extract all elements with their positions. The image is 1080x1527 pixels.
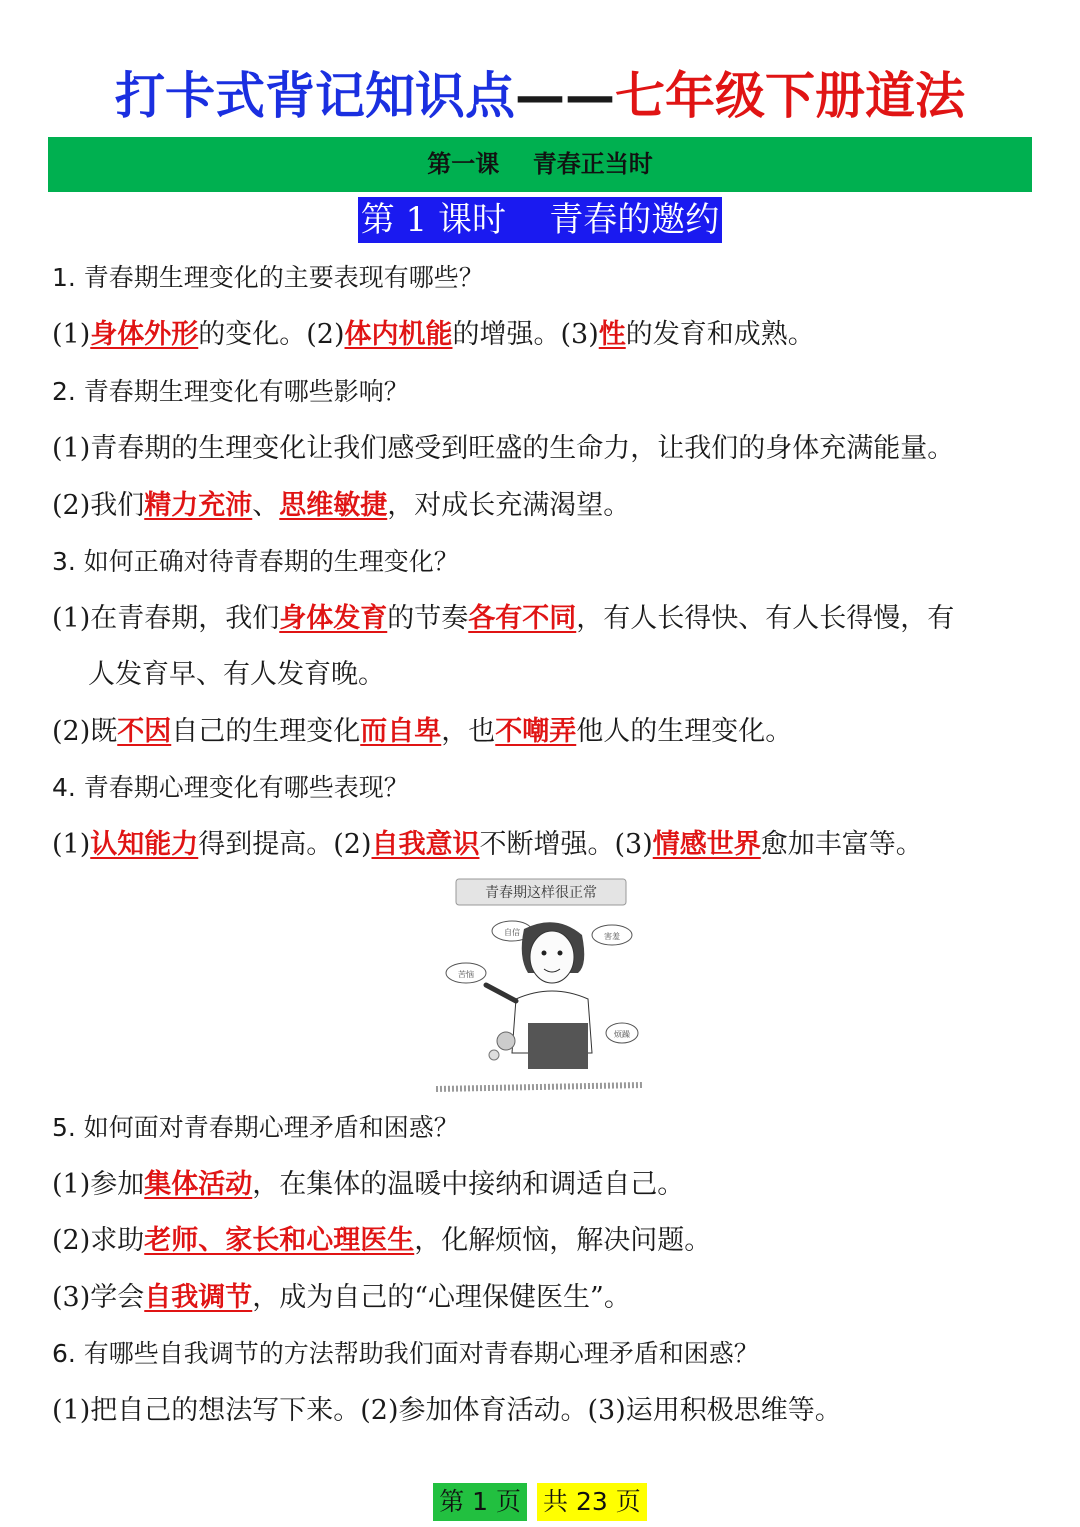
answer-text: 不断增强。(3) [479, 829, 653, 860]
answer-text: ，成为自己的“心理保健医生”。 [252, 1282, 631, 1313]
keyword: 集体活动 [144, 1169, 253, 1200]
answer-text: ，也 [441, 716, 496, 747]
answer-text: (2)既 [52, 716, 118, 747]
illustration-caption: 青春期这样很正常 [485, 885, 597, 901]
keyword: 体内机能 [344, 319, 453, 350]
answer-5-2 [52, 1219, 711, 1263]
answer-1 [52, 313, 815, 357]
decor-circle [489, 1050, 499, 1060]
bubble-label: 自信 [504, 928, 520, 937]
question-5: 5. 如何面对青春期心理矛盾和困惑？ [52, 1113, 459, 1142]
answer-3-2 [52, 710, 792, 754]
decor-circle [497, 1032, 515, 1050]
lesson-banner: 第一课 青春正当时 [48, 137, 1032, 192]
answer-text: 自己的生理变化 [171, 716, 361, 747]
keyword: 认知能力 [90, 829, 199, 860]
bubble-label: 苦恼 [458, 970, 474, 979]
keyword: 而自卑 [360, 716, 442, 747]
answer-text: ，化解烦恼，解决问题。 [414, 1225, 712, 1256]
answer-text: (1)在青春期，我们 [52, 603, 280, 634]
answer-5-3 [52, 1276, 631, 1320]
question-2: 2. 青春期生理变化有哪些影响？ [52, 377, 409, 406]
title-part2: 七年级下册道法 [615, 67, 965, 125]
page-total: 共 23 页 [537, 1483, 647, 1521]
keyword: 情感世界 [652, 829, 761, 860]
answer-text: (2)我们 [52, 490, 145, 521]
question-4: 4. 青春期心理变化有哪些表现？ [52, 773, 409, 802]
answer-2-2 [52, 484, 630, 528]
answer-4 [52, 823, 923, 867]
keyword: 不嘲弄 [495, 716, 577, 747]
answer-text: 的增强。(3) [452, 319, 599, 350]
answer-3-1-cont: 人发育早、有人发育晚。 [88, 659, 385, 690]
answer-text: (2)求助 [52, 1225, 145, 1256]
answer-text: 愈加丰富等。 [760, 829, 923, 860]
answer-text: (1)参加 [52, 1169, 145, 1200]
eye [542, 951, 547, 956]
title-dash: —— [515, 67, 615, 125]
answer-text: (3)学会 [52, 1282, 145, 1313]
keyword: 身体外形 [90, 319, 199, 350]
answer-text: (1) [52, 829, 91, 860]
eye [558, 951, 563, 956]
question-6: 6. 有哪些自我调节的方法帮助我们面对青春期心理矛盾和困惑？ [52, 1339, 759, 1368]
answer-text: 他人的生理变化。 [576, 716, 793, 747]
keyword: 自我意识 [371, 829, 480, 860]
keyword: 老师、家长和心理医生 [144, 1225, 415, 1256]
floor [436, 1085, 642, 1089]
period-title: 第 1 课时 青春的邀约 [358, 197, 722, 243]
keyword: 身体发育 [279, 603, 388, 634]
face [530, 931, 574, 983]
answer-3-1 [52, 597, 954, 641]
keyword: 性 [598, 319, 626, 350]
answer-6: (1)把自己的想法写下来。(2)参加体育活动。(3)运用积极思维等。 [52, 1395, 842, 1426]
answer-text: 的节奏 [387, 603, 469, 634]
bubble-label: 烦躁 [614, 1030, 630, 1039]
answer-text: ，在集体的温暖中接纳和调适自己。 [252, 1169, 685, 1200]
page-footer [0, 1483, 1080, 1523]
question-1: 1. 青春期生理变化的主要表现有哪些？ [52, 263, 484, 292]
answer-2-1: (1)青春期的生理变化让我们感受到旺盛的生命力，让我们的身体充满能量。 [52, 433, 955, 464]
answer-5-1 [52, 1163, 684, 1207]
answer-text: 的变化。(2) [198, 319, 345, 350]
keyword: 各有不同 [468, 603, 577, 634]
question-3: 3. 如何正确对待青春期的生理变化？ [52, 547, 459, 576]
bubble-label: 害羞 [604, 932, 620, 941]
keyword: 自我调节 [144, 1282, 253, 1313]
page-number: 第 1 页 [433, 1483, 527, 1521]
title-part1: 打卡式背记知识点 [115, 67, 515, 125]
answer-text: (1) [52, 319, 91, 350]
keyword: 思维敏捷 [279, 490, 388, 521]
page-title [0, 60, 1080, 132]
puberty-illustration [436, 873, 642, 1095]
answer-text: 的发育和成熟。 [625, 319, 815, 350]
answer-text: 、 [252, 490, 280, 521]
keyword: 精力充沛 [144, 490, 253, 521]
skirt [528, 1023, 588, 1069]
arm [486, 985, 516, 1001]
answer-text: ，有人长得快、有人长得慢，有 [576, 603, 955, 634]
answer-text: 得到提高。(2) [198, 829, 372, 860]
keyword: 不因 [117, 716, 172, 747]
answer-text: ，对成长充满渴望。 [387, 490, 631, 521]
